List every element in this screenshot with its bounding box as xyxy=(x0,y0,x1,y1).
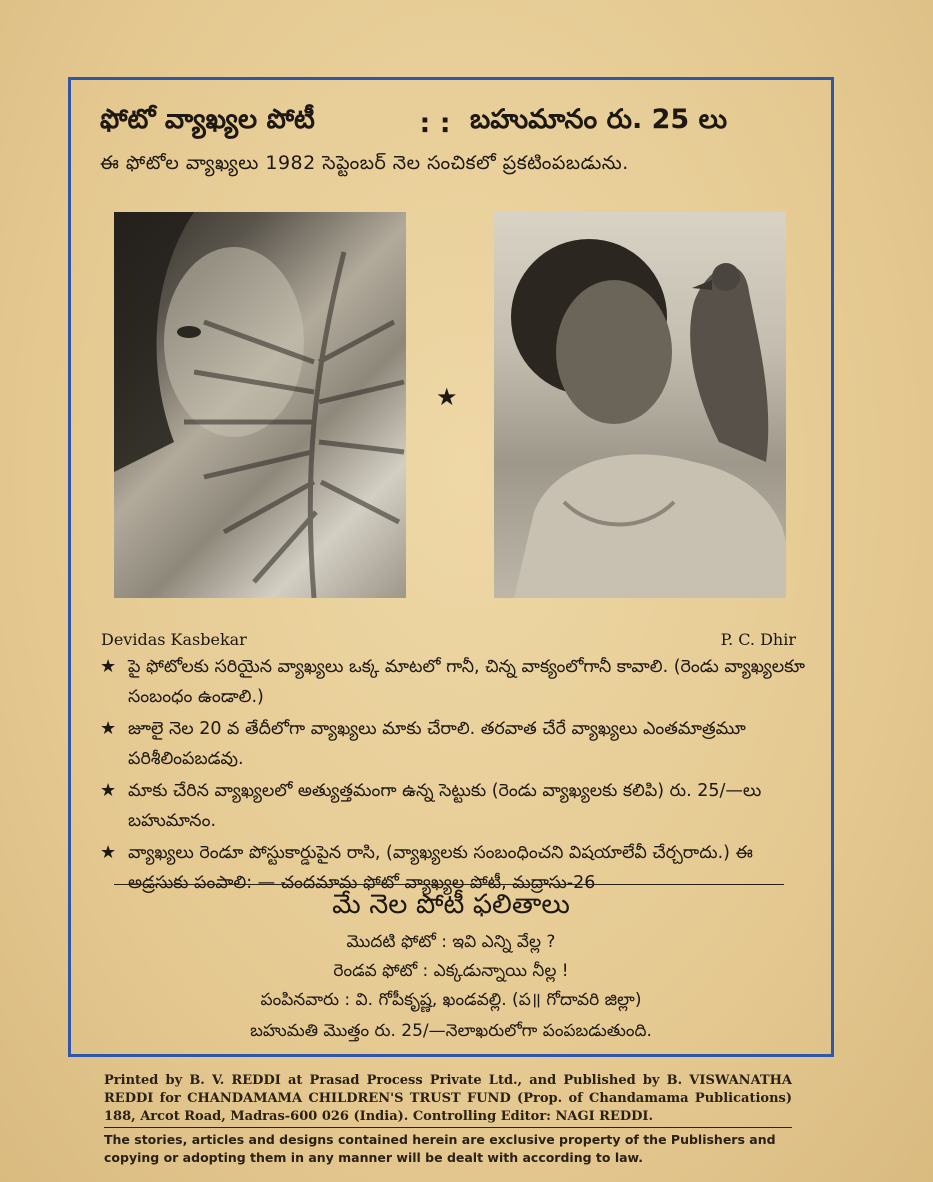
rule-text: జూలై నెల 20 వ తేదీలోగా వ్యాఖ్యలు మాకు చేరాలి. తరవాత చేరే వ్యాఖ్యలు ఎంతమాత్రమూ పరిశీలింపబడవు. xyxy=(128,719,746,769)
rule-item xyxy=(100,714,815,774)
photo-credit-left: Devidas Kasbekar xyxy=(101,630,247,649)
contest-title: ఫోటో వ్యాఖ్యల పోటీ xyxy=(100,104,315,135)
photo-child-illustration xyxy=(494,212,786,598)
photo-child-with-pigeon xyxy=(494,212,786,598)
star-bullet-icon: ★ xyxy=(100,842,117,863)
rule-item xyxy=(100,776,815,836)
result-sender: పంపినవారు : వి. గోపీకృష్ణ, ఖండవల్లి. (ప॥ గోదావరి జిల్లా) xyxy=(260,990,642,1010)
publisher-imprint: Printed by B. V. REDDI at Prasad Process Private Ltd., and Published by B. VISWANATHA REDDI for CHANDAMAMA CHILDREN'S TRUST FUND (Prop. of Chandamama Publications) 188, Arcot Road, Madras-600 026 (India). Controlling Editor: NAGI REDDI. xyxy=(104,1073,792,1124)
photo-woman-with-palm-leaf xyxy=(114,212,406,598)
contest-subtitle: ఈ ఫోటోల వ్యాఖ్యలు 1982 సెప్టెంబర్ నెల సంచికలో ప్రకటింపబడును. xyxy=(100,152,629,174)
contest-header xyxy=(100,100,820,146)
result-first-photo: మొదటి ఫోటో : ఇవి ఎన్ని వేల్ల ? xyxy=(346,932,556,952)
rule-text: పై ఫోటోలకు సరియైన వ్యాఖ్యలు ఒక్క మాటలో గానీ, చిన్న వాక్యంలోగానీ కావాలి. (రెండు వ్యాఖ్యలకూ సంబంధం ఉండాలి.) xyxy=(128,657,805,707)
results-title: మే నెల పోటీ ఫలితాలు xyxy=(332,889,570,920)
photo-credit-right: P. C. Dhir xyxy=(720,630,796,649)
result-second-photo: రెండవ ఫోటో : ఎక్కడున్నాయి నీల్ల ! xyxy=(333,961,569,981)
rule-text: వ్యాఖ్యలు రెండూ పోస్టుకార్డుపైన రాసి, (వ్యాఖ్యలకు సంబంధించని విషయాలేవీ చేర్చరాదు.) ఈ అడ్రసుకు పంపాలి: — చందమామ ఫోటో వ్యాఖ్యల పోటీ, మద్రాసు-26 xyxy=(128,843,753,893)
rule-text: మాకు చేరిన వ్యాఖ్యలలో అత్యుత్తమంగా ఉన్న సెట్టుకు (రెండు వ్యాఖ్యలకు కలిపి) రు. 25/—లు బహుమానం. xyxy=(128,781,762,831)
header-separator: : : xyxy=(419,107,451,139)
result-prize-note: బహుమతి మొత్తం రు. 25/—నెలాఖరులోగా పంపబడుతుంది. xyxy=(250,1021,652,1041)
star-bullet-icon: ★ xyxy=(100,718,117,739)
star-bullet-icon: ★ xyxy=(100,656,117,677)
photo-woman-illustration xyxy=(114,212,406,598)
rights-notice: The stories, articles and designs contained herein are exclusive property of the Publishers and copying or adopting them in any manner will be dealt with according to law. xyxy=(104,1132,776,1165)
results-divider xyxy=(114,884,784,885)
star-bullet-icon: ★ xyxy=(100,780,117,801)
imprint-divider xyxy=(104,1127,792,1128)
photo-separator-star-icon: ★ xyxy=(436,383,458,411)
rule-item xyxy=(100,652,815,712)
contest-rules xyxy=(100,652,815,900)
prize-amount: బహుమానం రు. 25 లు xyxy=(470,104,728,135)
